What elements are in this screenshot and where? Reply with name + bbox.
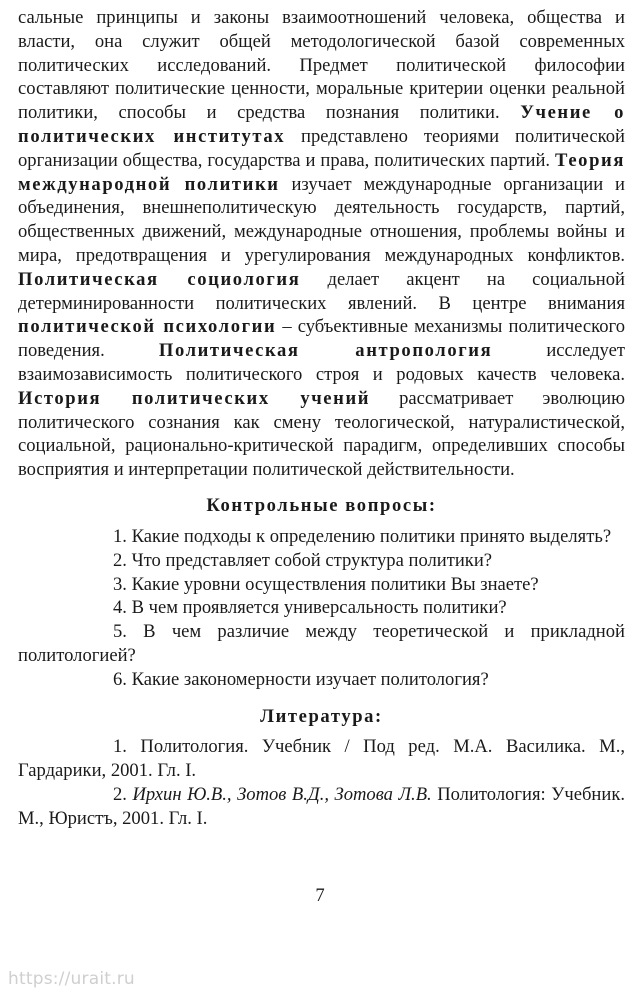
term-history-political-teachings: История политических учений	[18, 387, 371, 409]
paragraph-text: рассматривает эволюцию политического сознания как смену теологической, натуралистической, социальной, рационально-критической парадигм, определивших способы восприятия и интерпретации политической действительности.	[18, 387, 625, 481]
literature-authors: Ирхин Ю.В., Зотов В.Д., Зотова Л.В.	[132, 783, 432, 805]
question-item: 2. Что представляет собой структура политики?	[113, 549, 493, 571]
main-paragraph	[18, 6, 625, 482]
term-political-anthropology: Политическая антропология	[158, 340, 493, 362]
paragraph-text: представлено теориями политической организации общества, государства и права, политических партий.	[18, 125, 625, 171]
question-item: 6. Какие закономерности изучает политология?	[113, 668, 489, 690]
literature-item: 1. Политология. Учебник / Под ред. М.А. Василика. М., Гардарики, 2001. Гл. I.	[18, 735, 625, 781]
paragraph-text: сальные принципы и законы взаимоотношений человека, общества и власти, она служит общей методологической базой современных политических исследований. Предмет политической философии составляют политические ценности, моральные критерии оценки реальной политики, способы и средства познания политики.	[18, 7, 625, 124]
literature-list	[18, 735, 625, 832]
literature-number: 2.	[113, 783, 133, 805]
paragraph-text: изучает международные организации и объединения, внешнеполитическую деятельность государств, партий, общественных движений, международные отношения, проблемы войны и мира, предотвращения и урегулирования международных конфликтов.	[18, 173, 625, 266]
question-item: 4. В чем проявляется универсальность политики?	[113, 597, 507, 619]
term-political-psychology: политической психологии	[18, 316, 277, 338]
paragraph-text: – субъективные механизмы политического поведения.	[18, 316, 625, 362]
literature-details: Политология: Учебник. М., Юристъ, 2001. Гл. I.	[18, 783, 626, 830]
paragraph-text: делает акцент на социальной детерминированности политических явлений. В центре внимания	[18, 268, 626, 314]
term-political-sociology: Политическая социология	[18, 268, 301, 290]
page-content	[18, 6, 625, 831]
page-number: 7	[315, 885, 325, 906]
literature-item	[18, 783, 625, 831]
question-item: 5. В чем различие между теоретической и прикладной политологией?	[18, 621, 625, 666]
term-international-politics: Теория международной политики	[18, 149, 625, 195]
questions-heading: Контрольные вопросы:	[206, 494, 437, 516]
question-item: 3. Какие уровни осуществления политики Вы знаете?	[113, 573, 539, 595]
question-item: 1. Какие подходы к определению политики принято выделять?	[113, 525, 612, 547]
term-political-institutions: Учение о политических институтах	[18, 102, 625, 147]
paragraph-text: исследует взаимозависимость политического строя и родовых качеств человека.	[18, 340, 625, 385]
literature-heading: Литература:	[260, 705, 383, 727]
questions-list	[18, 525, 625, 692]
source-watermark: https://urait.ru	[8, 969, 135, 989]
